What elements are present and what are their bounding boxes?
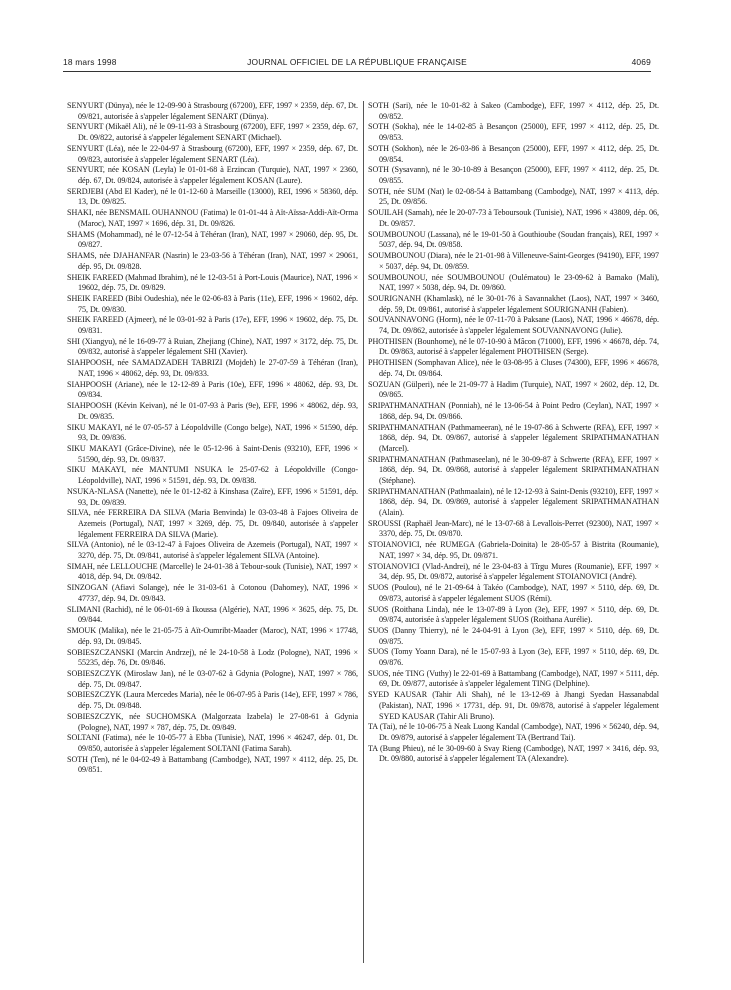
decree-entry: SILVA (Antonio), né le 03-12-47 à Fajoes Oliveira de Azemeis (Portugal), NAT, 1997 × 3270, dép. 75, Dt. 09/841, autorisé à s'appeler légalement SILVA (Antoine). <box>67 540 358 560</box>
decree-entry: SHEIK FAREED (Mahmad Ibrahim), né le 12-03-51 à Port-Louis (Maurice), NAT, 1996 × 19602, dép. 75, Dt. 09/829. <box>67 272 358 293</box>
decree-entry: SOBIESZCZANSKI (Marcin Andrzej), né le 24-10-58 à Lodz (Pologne), NAT, 1996 × 55235, dép. 76, Dt. 09/846. <box>67 647 358 668</box>
column-divider <box>363 101 364 963</box>
decree-entry: SENYURT, née KOSAN (Leyla) le 01-01-68 à Erzincan (Turquie), NAT, 1997 × 2360, dép. 67, Dt. 09/824, autorisée à s'appeler légalement KOSAN (Laure). <box>67 165 358 185</box>
decree-entry: SUOS, née TING (Vuthy) le 22-01-69 à Battambang (Cambodge), NAT, 1997 × 5111, dép. 69, Dt. 09/877, autorisée à s'appeler légalement TING (Delphine). <box>368 668 659 689</box>
decree-entry: SIAHPOOSH (Ariane), née le 12-12-89 à Paris (10e), EFF, 1996 × 48062, dép. 93, Dt. 09/834. <box>67 379 358 400</box>
decree-entry: SINZOGAN (Afiavi Solange), née le 31-03-61 à Cotonou (Dahomey), NAT, 1996 × 47737, dép. 94, Dt. 09/843. <box>67 583 358 603</box>
decree-entry: SHEIK FAREED (Ajmeer), né le 03-01-92 à Paris (17e), EFF, 1996 × 19602, dép. 75, Dt. 09/831. <box>67 315 358 335</box>
decree-entry: TA (Tai), né le 10-06-75 à Neak Luong Kandal (Cambodge), NAT, 1996 × 56240, dép. 94, Dt. 09/879, autorisé à s'appeler légalement TA (Bertrand Tai). <box>368 722 659 742</box>
decree-entry: SRIPATHMANATHAN (Pathmaseelan), né le 30-09-87 à Schwerte (RFA), EFF, 1997 × 1868, dép. 94, Dt. 09/868, autorisé à s'appeler légalement SRIPATHMANATHAN (Stéphane). <box>368 454 659 485</box>
decree-entry: SOLTANI (Fatima), née le 10-05-77 à Ebba (Tunisie), NAT, 1996 × 46247, dép. 01, Dt. 09/850, autorisée à s'appeler légalement SOLTANI (Fatima Sarah). <box>67 733 358 753</box>
decree-entry: SILVA, née FERREIRA DA SILVA (Maria Benvinda) le 03-03-48 à Fajoes Oliveira de Azemeis (Portugal), NAT, 1997 × 3269, dép. 75, Dt. 09/840, autorisée à s'appeler légalement FERREIRA DA SILVA (Marie). <box>67 508 358 539</box>
decree-entry: TA (Bung Phieu), né le 30-09-60 à Svay Rieng (Cambodge), NAT, 1997 × 3416, dép. 93, Dt. 09/880, autorisé à s'appeler légalement TA (Alexandre). <box>368 743 659 764</box>
decree-entry: SOBIESZCZYK (Miroslaw Jan), né le 03-07-62 à Gdynia (Pologne), NAT, 1997 × 786, dép. 75, Dt. 09/847. <box>67 669 358 689</box>
decree-entry: SOUILAH (Samah), née le 20-07-73 à Teboursouk (Tunisie), NAT, 1996 × 43809, dép. 06, Dt. 09/857. <box>368 208 659 228</box>
decree-entry: SOTH, née SUM (Nat) le 02-08-54 à Battambang (Cambodge), NAT, 1997 × 4113, dép. 25, Dt. 09/856. <box>368 186 659 207</box>
decree-entry: SOBIESZCZYK, née SUCHOMSKA (Malgorzata Izabela) le 27-08-61 à Gdynia (Pologne), NAT, 1997 × 787, dép. 75, Dt. 09/849. <box>67 711 358 732</box>
decree-entry: SOTH (Sokhon), née le 26-03-86 à Besançon (25000), EFF, 1997 × 4112, dép. 25, Dt. 09/854. <box>368 143 659 164</box>
header-rule <box>63 71 651 72</box>
decree-entry: STOIANOVICI, née RUMEGA (Gabriela-Doinita) le 28-05-57 à Bistrita (Roumanie), NAT, 1997 × 34, dép. 95, Dt. 09/871. <box>368 540 659 560</box>
right-column <box>368 101 659 967</box>
page-header <box>63 56 651 69</box>
decree-entry: SOBIESZCZYK (Laura Mercedes Maria), née le 06-07-95 à Paris (14e), EFF, 1997 × 786, dép. 75, Dt. 09/848. <box>67 690 358 711</box>
decree-entry: SLIMANI (Rachid), né le 06-01-69 à Ikoussa (Algérie), NAT, 1996 × 3625, dép. 75, Dt. 09/844. <box>67 604 358 625</box>
decree-entry: SOTH (Ten), né le 04-02-49 à Battambang (Cambodge), NAT, 1997 × 4112, dép. 25, Dt. 09/851. <box>67 754 358 775</box>
decree-entry: SUOS (Roithana Linda), née le 13-07-89 à Lyon (3e), EFF, 1997 × 5110, dép. 69, Dt. 09/874, autorisée à s'appeler légalement SUOS (Roithana Aurélie). <box>368 604 659 625</box>
decree-entry: SHI (Xiangyu), né le 16-09-77 à Ruian, Zhejiang (Chine), NAT, 1997 × 3172, dép. 75, Dt. 09/832, autorisé à s'appeler légalement SHI (Xavier). <box>67 336 358 357</box>
decree-entry: STOIANOVICI (Vlad-Andrei), né le 23-04-83 à Tîrgu Mures (Roumanie), EFF, 1997 × 34, dép. 95, Dt. 09/872, autorisé à s'appeler légalement STOIANOVICI (André). <box>368 561 659 582</box>
decree-entry: SHAKI, née BENSMAIL OUHANNOU (Fatima) le 01-01-44 à Aït-Aïssa-Addi-Aït-Orma (Maroc), NAT, 1997 × 1696, dép. 31, Dt. 09/826. <box>67 208 358 228</box>
decree-entry: SRIPATHMANATHAN (Pathmaalain), né le 12-12-93 à Saint-Denis (93210), EFF, 1997 × 1868, dép. 94, Dt. 09/869, autorisé à s'appeler légalement SRIPATHMANATHAN (Alain). <box>368 486 659 517</box>
journal-title: JOURNAL OFFICIEL DE LA RÉPUBLIQUE FRANÇAISE <box>247 57 467 67</box>
decree-entry: SMOUK (Malika), née le 21-05-75 à Aït-Oumribt-Maader (Maroc), NAT, 1996 × 17748, dép. 93, Dt. 09/845. <box>67 626 358 646</box>
decree-entry: SUOS (Tomy Yoann Dara), né le 15-07-93 à Lyon (3e), EFF, 1997 × 5110, dép. 69, Dt. 09/876. <box>368 647 659 667</box>
decree-entry: PHOTHISEN (Somphavan Alice), née le 03-08-95 à Cluses (74300), EFF, 1996 × 46678, dép. 74, Dt. 09/864. <box>368 358 659 378</box>
decree-entry: SIMAH, née LELLOUCHE (Marcelle) le 24-01-38 à Tebour-souk (Tunisie), NAT, 1997 × 4018, dép. 94, Dt. 09/842. <box>67 561 358 582</box>
decree-entry: SOUMBOUNOU, née SOUMBOUNOU (Oulématou) le 23-09-62 à Bamako (Mali), NAT, 1997 × 5038, dép. 94, Dt. 09/860. <box>368 272 659 293</box>
decree-entry: PHOTHISEN (Bounhome), né le 07-10-90 à Mâcon (71000), EFF, 1996 × 46678, dép. 74, Dt. 09/863, autorisé à s'appeler légalement PHOTHISEN (Serge). <box>368 336 659 357</box>
decree-entry: SOUVANNAVONG (Horm), née le 07-11-70 à Paksane (Laos), NAT, 1996 × 46678, dép. 74, Dt. 09/862, autorisée à s'appeler légalement SOUVANNAVONG (Julie). <box>368 315 659 335</box>
decree-entry: SHAMS (Mohammad), né le 07-12-54 à Téhéran (Iran), NAT, 1997 × 29060, dép. 95, Dt. 09/827. <box>67 229 358 250</box>
decree-entry: SOTH (Sysavann), né le 30-10-89 à Besançon (25000), EFF, 1997 × 4112, dép. 25, Dt. 09/855. <box>368 165 659 185</box>
decree-entry: SIAHPOOSH (Kévin Keivan), né le 01-07-93 à Paris (9e), EFF, 1996 × 48062, dép. 93, Dt. 09/835. <box>67 401 358 421</box>
page-number: 4069 <box>631 57 651 67</box>
decree-entry: SRIPATHMANATHAN (Pathmameeran), né le 19-07-86 à Schwerte (RFA), EFF, 1997 × 1868, dép. 94, Dt. 09/867, autorisé à s'appeler légalement SRIPATHMANATHAN (Marcel). <box>368 422 659 453</box>
decree-entry: SYED KAUSAR (Tahir Ali Shah), né le 13-12-69 à Jhangi Syedan Hassanabdal (Pakistan), NAT, 1996 × 17731, dép. 91, Dt. 09/878, autorisé à s'appeler légalement SYED KAUSAR (Tahir Ali Bruno). <box>368 690 659 721</box>
decree-entry: SUOS (Poulou), né le 21-09-64 à Takéo (Cambodge), NAT, 1997 × 5110, dép. 69, Dt. 09/873, autorisé à s'appeler légalement SUOS (Rémi). <box>368 583 659 603</box>
decree-entry: SERDJEBI (Abd El Kader), né le 01-12-60 à Marseille (13000), REI, 1996 × 58360, dép. 13, Dt. 09/825. <box>67 186 358 207</box>
decree-entry: SRIPATHMANATHAN (Ponniah), né le 13-06-54 à Point Pedro (Ceylan), NAT, 1997 × 1868, dép. 94, Dt. 09/866. <box>368 401 659 421</box>
decree-entry: SENYURT (Léa), née le 22-04-97 à Strasbourg (67200), EFF, 1997 × 2359, dép. 67, Dt. 09/823, autorisée à s'appeler légalement SENART (Léa). <box>67 143 358 164</box>
decree-entry: SIKU MAKAYI (Grâce-Divine), née le 05-12-96 à Saint-Denis (93210), EFF, 1996 × 51590, dép. 93, Dt. 09/837. <box>67 444 358 464</box>
issue-date: 18 mars 1998 <box>63 57 117 67</box>
decree-entry: SUOS (Danny Thierry), né le 24-04-91 à Lyon (3e), EFF, 1997 × 5110, dép. 69, Dt. 09/875. <box>368 625 659 646</box>
decree-entry: SROUSSI (Raphaël Jean-Marc), né le 13-07-68 à Levallois-Perret (92300), NAT, 1997 × 3370, dép. 75, Dt. 09/870. <box>368 518 659 539</box>
decree-entry: SOTH (Sari), née le 10-01-82 à Sakeo (Cambodge), EFF, 1997 × 4112, dép. 25, Dt. 09/852. <box>368 101 659 121</box>
left-column <box>67 101 358 967</box>
decree-entry: SOTH (Sokha), née le 14-02-85 à Besançon (25000), EFF, 1997 × 4112, dép. 25, Dt. 09/853. <box>368 122 659 143</box>
decree-entry: SOURIGNANH (Khamlask), né le 30-01-76 à Savannakhet (Laos), NAT, 1997 × 3460, dép. 59, Dt. 09/861, autorisé à s'appeler légalement SOURIGNANH (Fabien). <box>368 293 659 314</box>
decree-entry: SOZUAN (Gülperi), née le 21-09-77 à Hadim (Turquie), NAT, 1997 × 2602, dép. 12, Dt. 09/865. <box>368 379 659 400</box>
decree-entry: SHEIK FAREED (Bibi Oudeshia), née le 02-06-83 à Paris (11e), EFF, 1996 × 19602, dép. 75, Dt. 09/830. <box>67 293 358 314</box>
decree-entry: SIAHPOOSH, née SAMADZADEH TABRIZI (Mojdeh) le 27-07-59 à Téhéran (Iran), NAT, 1996 × 48062, dép. 93, Dt. 09/833. <box>67 358 358 378</box>
decree-entry: SENYURT (Mikaël Ali), né le 09-11-93 à Strasbourg (67200), EFF, 1997 × 2359, dép. 67, Dt. 09/822, autorisé à s'appeler légalement SENART (Michael). <box>67 122 358 143</box>
decree-entry: NSUKA-NLASA (Nanette), née le 01-12-82 à Kinshasa (Zaïre), EFF, 1996 × 51591, dép. 93, Dt. 09/839. <box>67 486 358 507</box>
decree-entry: SHAMS, née DJAHANFAR (Nasrin) le 23-03-56 à Téhéran (Iran), NAT, 1997 × 29061, dép. 95, Dt. 09/828. <box>67 251 358 271</box>
decree-entry: SIKU MAKAYI, né le 07-05-57 à Léopoldville (Congo belge), NAT, 1996 × 51590, dép. 93, Dt. 09/836. <box>67 422 358 443</box>
decree-entry: SOUMBOUNOU (Diara), née le 21-01-98 à Villeneuve-Saint-Georges (94190), EFF, 1997 × 5037, dép. 94, Dt. 09/859. <box>368 251 659 271</box>
decree-entry: SOUMBOUNOU (Lassana), né le 19-01-50 à Gouthioube (Soudan français), REI, 1997 × 5037, dép. 94, Dt. 09/858. <box>368 229 659 250</box>
decree-entry: SIKU MAKAYI, née MANTUMI NSUKA le 25-07-62 à Léopoldville (Congo-Léopoldville), NAT, 1996 × 51591, dép. 93, Dt. 09/838. <box>67 465 358 486</box>
decree-entry: SENYURT (Dünya), née le 12-09-90 à Strasbourg (67200), EFF, 1997 × 2359, dép. 67, Dt. 09/821, autorisée à s'appeler légalement SENART (Dünya). <box>67 101 358 121</box>
